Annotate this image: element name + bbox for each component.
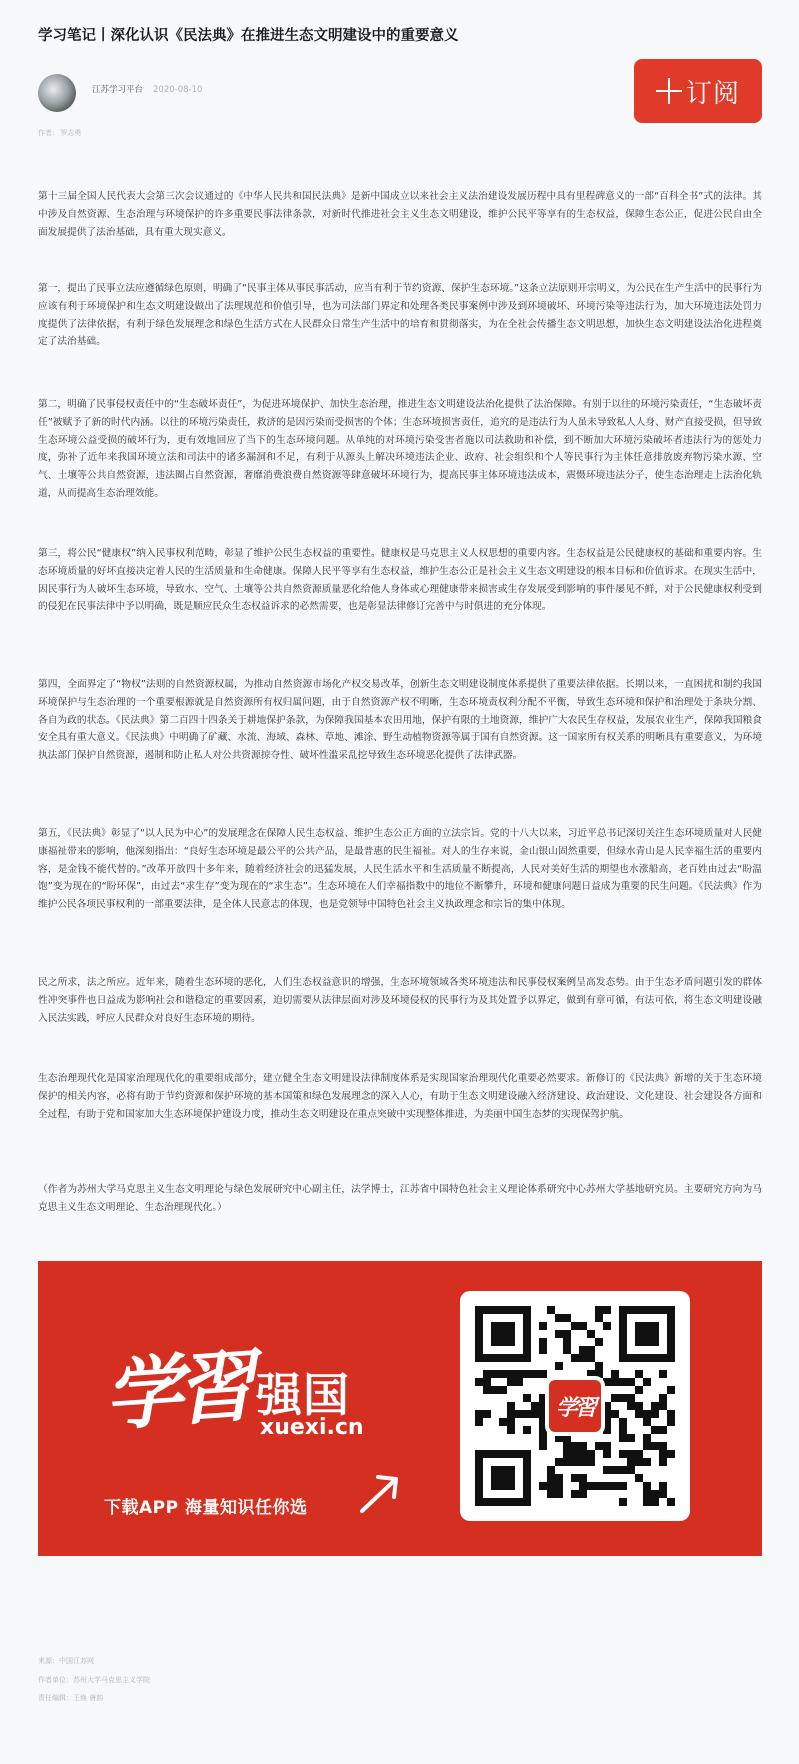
avatar[interactable] xyxy=(38,74,76,112)
qr-code[interactable] xyxy=(460,1291,690,1521)
source-name[interactable]: 江苏学习平台 xyxy=(92,85,144,95)
article-title: 学习笔记丨深化认识《民法典》在推进生态文明建设中的重要意义 xyxy=(38,28,459,44)
publish-date: 2020-08-10 xyxy=(153,85,203,95)
qr-center-logo: 学習 xyxy=(545,1376,605,1436)
paragraph: 第二，明确了民事侵权责任中的“生态破坏责任”，为促进环境保护、加快生态治理，推进生态文明建设法治化提供了法治保障。有别于以往的环境污染责任，“生态破坏责任”被赋予了新的时代内涵。以往的环境污染责任，救济的是因污染而受损害的个体；生态环境损害责任，追究的是违法行为人虽未导致私人人身、财产直接受损，但导致生态环境公益受损的破坏行为，更有效地回应了当下的生态环境问题。从单纯的对环境污染受害者施以司法救助和补偿，到不断加大环境污染破坏者违法行为的惩处力度，弥补了近年来我国环境立法和司法中的诸多漏洞和不足，有利于从源头上解决环境违法企业、政府、社会组织和个人等民事行为主体任意排放废弃物污染水源、空气、土壤等公共自然资源，违法圈占自然资源，奢靡消费浪费自然资源等肆意破坏环境行为，提高民事主体环境违法成本，震慑环境违法分子，使生态治理走上法治化轨道，从而提高生态治理效能。 xyxy=(38,399,762,499)
plus-icon xyxy=(656,78,682,104)
xuexi-logo-text: 强国 xyxy=(256,1368,350,1422)
subscribe-button[interactable] xyxy=(634,59,762,123)
xuexi-domain: xuexi.cn xyxy=(260,1415,364,1440)
paragraph: 生态治理现代化是国家治理现代化的重要组成部分，建立健全生态文明建设法律制度体系是实现国家治理现代化重要必然要求。新修订的《民法典》新增的关于生态环境保护的相关内容，必将有助于节约资源和保护环境的基本国策和绿色发展理念的深入人心，有助于生态文明建设融入经济建设、政治建设、文化建设、社会建设各方面和全过程，有助于党和国家加大生态环境保护建设力度，推动生态文明建设在重点突破中实现整体推进，为美丽中国生态梦的实现保驾护航。 xyxy=(38,1073,762,1120)
paragraph: 第三，将公民“健康权”纳入民事权利范畴，彰显了维护公民生态权益的重要性。健康权是马克思主义人权思想的重要内容。生态权益是公民健康权的基础和重要内容。生态环境质量的好坏直接决定着人民的生活质量和生命健康。保障人民平等享有生态权益，维护生态公正是社会主义生态文明建设的根本目标和价值诉求。在现实生活中，因民事行为人破坏生态环境，导致水、空气、土壤等公共自然资源质量恶化给他人身体或心理健康带来损害或生存发展受到影响的事件屡见不鲜，对于公民健康权利受到的侵犯在民事法律中予以明确，既是顺应民众生态权益诉求的必然需要，也是彰显法律修订完善中与时俱进的充分体现。 xyxy=(38,548,762,613)
paragraph: 民之所求，法之所应。近年来，随着生态环境的恶化，人们生态权益意识的增强，生态环境领域各类环境违法和民事侵权案例呈高发态势。由于生态矛盾问题引发的群体性冲突事件也日益成为影响社会和谐稳定的重要因素，迫切需要从法律层面对涉及环境侵权的民事行为及其处置予以界定，做到有章可循，有法可依，将生态文明建设融入民法实践，呼应人民群众对良好生态环境的期待。 xyxy=(38,977,762,1024)
footer-editor: 责任编辑：王焕 唐韵 xyxy=(38,1694,104,1702)
footer-unit: 作者单位：苏州大学马克思主义学院 xyxy=(38,1675,150,1684)
paragraph: 第一，提出了民事立法应遵循绿色原则，明确了“民事主体从事民事活动，应当有利于节约资源、保护生态环境。”这条立法原则开宗明义，为公民在生产生活中的民事行为应该有利于环境保护和生态文明建设做出了法理规范和价值引导，也为司法部门界定和处理各类民事案例中涉及到环境破坏、环境污染等违法行为，加大环境违法处罚力度提供了法律依据，有利于绿色发展理念和绿色生活方式在人民群众日常生产生活中的培育和贯彻落实，为在全社会传播生态文明思想，加快生态文明建设法治化进程奠定了法治基础。 xyxy=(38,283,762,348)
author-line xyxy=(38,128,87,138)
xuexi-banner[interactable] xyxy=(38,1261,762,1556)
author-bio: （作者为苏州大学马克思主义生态文明理论与绿色发展研究中心副主任，法学博士，江苏省中国特色社会主义理论体系研究中心苏州大学基地研究员。主要研究方向为马克思主义生态文明理论、生态治理现代化。） xyxy=(38,1184,762,1213)
author-name: 罗志勇 xyxy=(60,129,82,137)
paragraph: 第四，全面界定了“物权”法则的自然资源权属，为推动自然资源市场化产权交易改革，创新生态文明建设制度体系提供了重要法律依据。长期以来，一直困扰和制约我国环境保护与生态治理的一个重要根源就是自然资源所有权归属问题，由于自然资源产权不明晰，生态环境责权利分配不平衡，导致生态环境和保护和治理处于条块分割、各自为政的状态。《民法典》第二百四十四条关于耕地保护条款，为保障我国基本农田用地，保护有限的土地资源，维护广大农民生存权益，发展农业生产，保障我国粮食安全具有重大意义。《民法典》中明确了矿藏、水流、海域、森林、草地、滩涂、野生动植物资源等属于国有自然资源。这一国家所有权关系的明晰具有重要意义，为环境执法部门保护自然资源，遏制和防止私人对公共资源掠夺性、破坏性滥采乱挖导致生态环境恶化提供了法律武器。 xyxy=(38,679,762,762)
subscribe-label: 订阅 xyxy=(685,78,740,109)
banner-slogan: 下载APP 海量知识任你选 xyxy=(104,1498,308,1518)
paragraph: 第十三届全国人民代表大会第三次会议通过的《中华人民共和国民法典》是新中国成立以来社会主义法治建设发展历程中具有里程碑意义的一部“百科全书”式的法律。其中涉及自然资源、生态治理与环境保护的许多重要民事法律条款，对新时代推进社会主义生态文明建设，维护公民平等享有的生态权益，保障生态公正，促进公民自由全面发展提供了法治基础，具有重大现实意义。 xyxy=(38,191,762,238)
paragraph: 第五，《民法典》彰显了“以人民为中心”的发展理念在保障人民生态权益、维护生态公正方面的立法宗旨。党的十八大以来，习近平总书记深切关注生态环境质量对人民健康福祉带来的影响，他深刻指出：“良好生态环境是最公平的公共产品，是最普惠的民生福祉。对人的生存来说，金山银山固然重要，但绿水青山是人民幸福生活的重要内容，是金钱不能代替的。”改革开放四十多年来，随着经济社会的迅猛发展，人民生活水平和生活质量不断提高，人民对美好生活的期望也水涨船高，老百姓由过去“盼温饱”变为现在的“盼环保”，由过去“求生存”变为现在的“求生态”。生态环境在人们幸福指数中的地位不断攀升，环境和健康问题日益成为重要的民生问题。《民法典》作为维护公民各项民事权利的一部重要法律，是全体人民意志的体现，也是党领导中国特色社会主义执政理念和宗旨的集中体现。 xyxy=(38,828,762,911)
footer-source: 来源：中国江苏网 xyxy=(38,1657,94,1665)
footer xyxy=(38,1656,150,1712)
author-label: 作者: xyxy=(38,129,55,137)
xuexi-logo-script: 学習 xyxy=(101,1341,252,1442)
arrow-icon xyxy=(356,1469,404,1517)
